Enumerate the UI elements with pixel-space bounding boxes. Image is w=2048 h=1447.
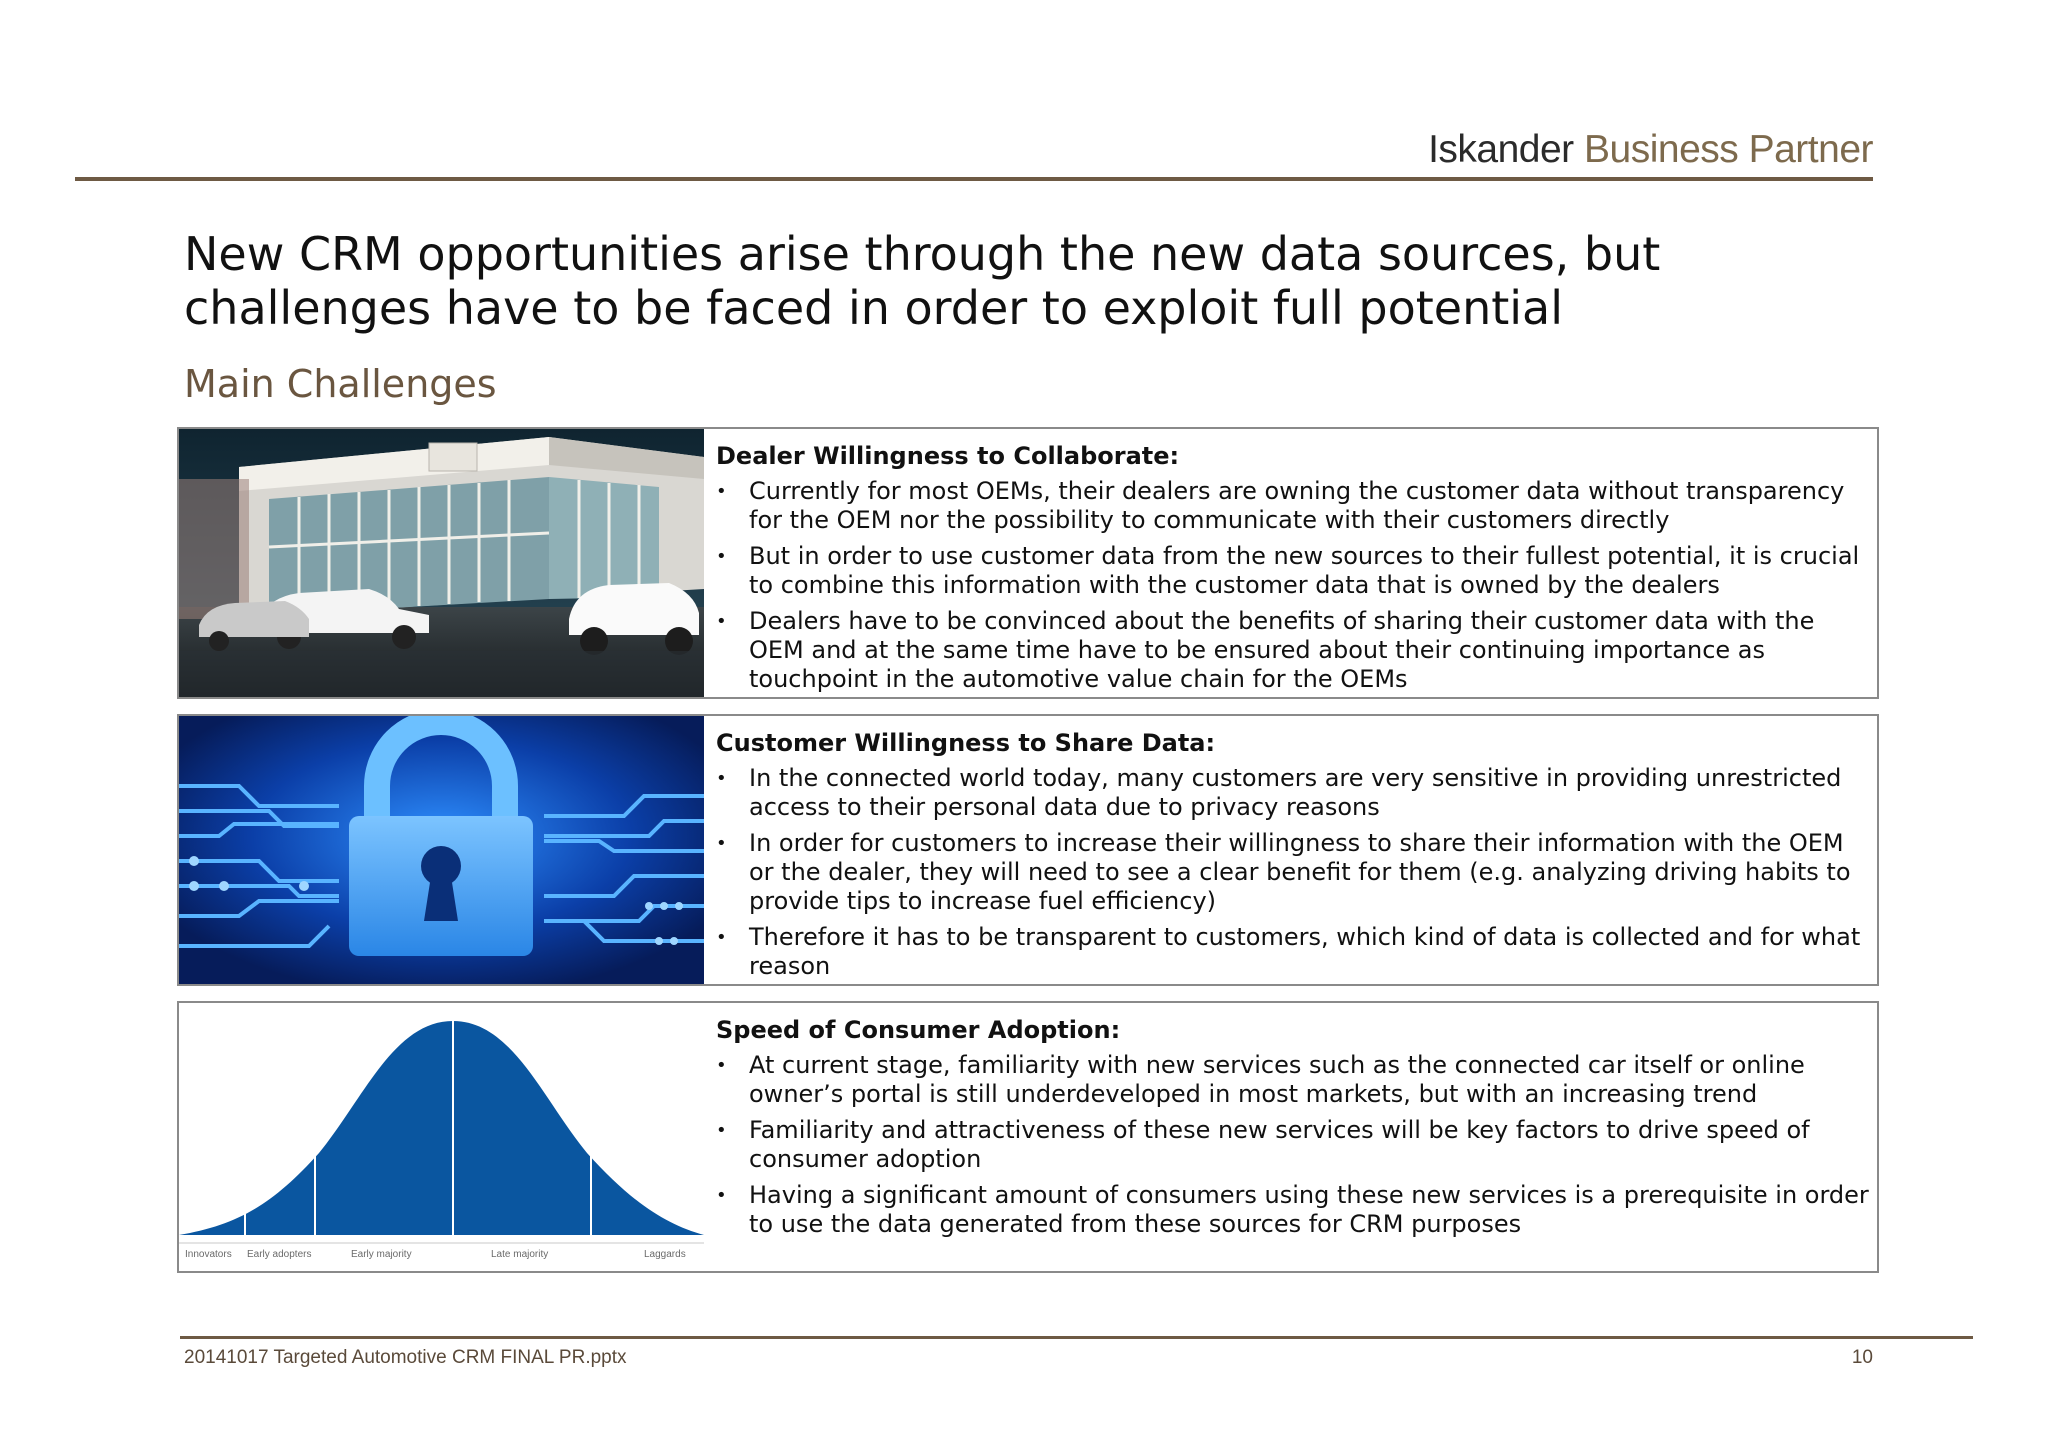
challenge-panel-adoption <box>177 1001 1879 1273</box>
padlock-image <box>179 716 704 984</box>
list-item: • Familiarity and attractiveness of these new services will be key factors to drive speed of consumer adoption <box>716 1116 1871 1174</box>
panel-heading: Customer Willingness to Share Data: <box>716 729 1216 757</box>
list-item: • Dealers have to be convinced about the benefits of sharing their customer data with the OEM and at the same time have to be ensured about their continuing importance as touchpoint in the automotive value chain for the OEMs <box>716 607 1871 694</box>
challenge-panel-customer <box>177 714 1879 986</box>
footer-filename: 20141017 Targeted Automotive CRM FINAL PR.pptx <box>184 1347 627 1368</box>
dealership-image <box>179 429 704 697</box>
list-item: • Having a significant amount of consumers using these new services is a prerequisite in order to use the data generated from these sources for CRM purposes <box>716 1181 1871 1239</box>
list-item: • But in order to use customer data from the new sources to their fullest potential, it is crucial to combine this information with the customer data that is owned by the dealers <box>716 542 1871 600</box>
challenge-panel-dealer <box>177 427 1879 699</box>
bullet-list <box>716 1051 1871 1239</box>
customer-text <box>716 726 1871 988</box>
curve-label-innovators: Innovators <box>185 1249 232 1260</box>
curve-label-late-majority: Late majority <box>491 1249 549 1260</box>
panel-heading: Speed of Consumer Adoption: <box>716 1016 1121 1044</box>
page-number: 10 <box>1851 1347 1873 1368</box>
curve-label-early-majority: Early majority <box>351 1249 412 1260</box>
panel-heading: Dealer Willingness to Collaborate: <box>716 442 1180 470</box>
brand-name-part2: Business Partner <box>1584 128 1873 171</box>
bullet-list <box>716 764 1871 981</box>
section-subtitle: Main Challenges <box>184 362 497 406</box>
header-divider <box>75 177 1873 181</box>
list-item: • Currently for most OEMs, their dealers are owning the customer data without transparency for the OEM nor the possibility to communicate with their customers directly <box>716 477 1871 535</box>
slide-title: New CRM opportunities arise through the new data sources, but challenges have to be faced in order to exploit full potential <box>184 227 1661 335</box>
adoption-curve-image <box>179 1003 704 1271</box>
list-item: • Therefore it has to be transparent to customers, which kind of data is collected and for what reason <box>716 923 1871 981</box>
curve-label-early-adopters: Early adopters <box>247 1249 312 1260</box>
list-item: • At current stage, familiarity with new services such as the connected car itself or online owner’s portal is still underdeveloped in most markets, but with an increasing trend <box>716 1051 1871 1109</box>
bullet-list <box>716 477 1871 694</box>
footer-divider <box>180 1336 1973 1339</box>
list-item: • In order for customers to increase their willingness to share their information with the OEM or the dealer, they will need to see a clear benefit for them (e.g. analyzing driving habits to provide tips to increase fuel efficiency) <box>716 829 1871 916</box>
adoption-text <box>716 1013 1871 1246</box>
brand-name-part1: Iskander <box>1428 128 1574 171</box>
curve-label-laggards: Laggards <box>644 1249 686 1260</box>
dealer-text <box>716 439 1871 701</box>
list-item: • In the connected world today, many customers are very sensitive in providing unrestricted access to their personal data due to privacy reasons <box>716 764 1871 822</box>
brand-logo <box>1428 128 1873 172</box>
